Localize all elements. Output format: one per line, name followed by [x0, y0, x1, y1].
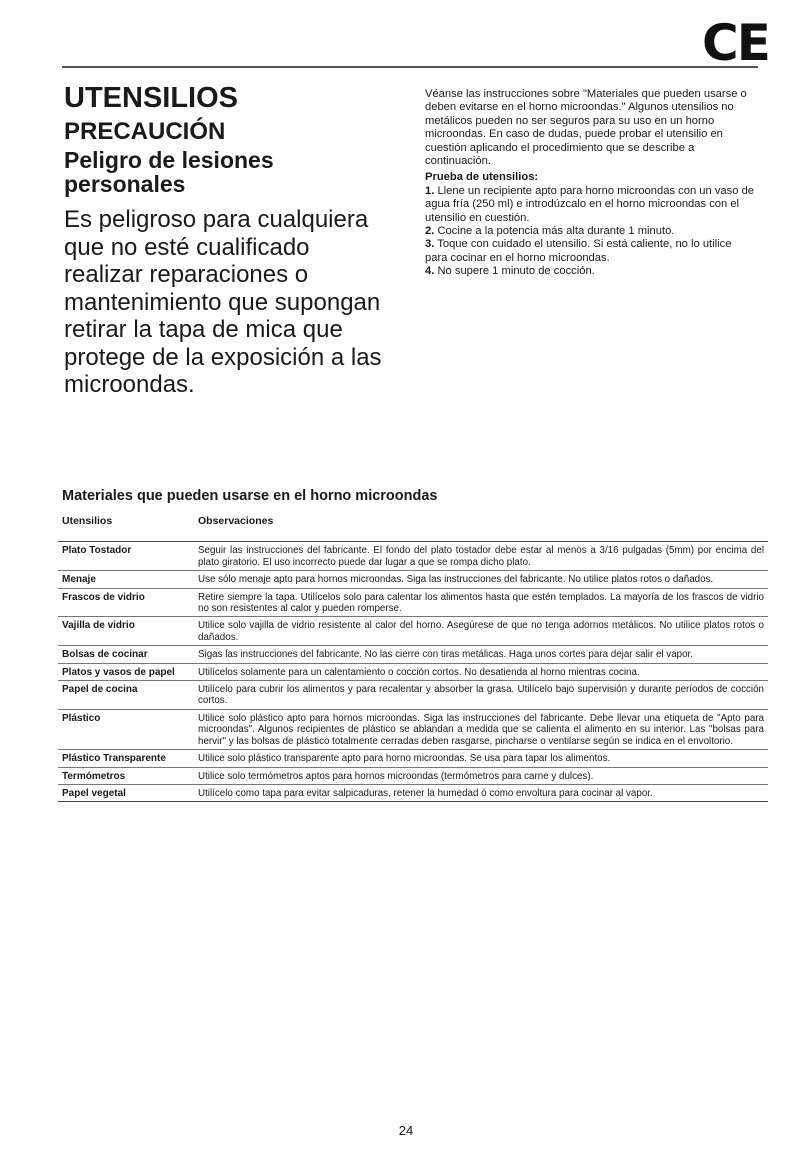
intro-paragraph: Véanse las instrucciones sobre "Materiales que pueden usarse o deben evitarse en el horno microondas." Algunos utensilios no metálicos pueden no ser seguros para su uso en un horno microondas. En caso de dudas, puede probar el utensilio en cuestión aplicando el procedimiento que se describe a continuación.: [425, 88, 747, 168]
utensil-observation: Utilice solo termómetros aptos para hornos microondas (termómetros para carne y dulces).: [194, 767, 768, 784]
step-text: No supere 1 minuto de cocción.: [437, 265, 595, 278]
test-step: [425, 238, 755, 265]
table-header-row: [58, 512, 768, 542]
utensil-name: Termómetros: [58, 767, 194, 784]
left-column: [64, 82, 394, 399]
table-row: [58, 617, 768, 646]
danger-heading: Peligro de lesiones personales: [64, 147, 274, 197]
utensil-observation: Utilícelo para cubrir los alimentos y para recalentar y absorber la grasa. Utilícelo bajo supervisión y durante períodos de cocción cortos.: [194, 681, 768, 710]
step-number: 1.: [425, 184, 435, 197]
step-number: 2.: [425, 225, 435, 238]
utensil-name: Menaje: [58, 571, 194, 588]
table-row: [58, 767, 768, 784]
step-text: Llene un recipiente apto para horno microondas con un vaso de agua fría (250 ml) e introdúzcalo en el horno microondas con el utensilio en cuestión.: [425, 184, 755, 224]
utensil-observation: Utilícelo como tapa para evitar salpicaduras, retener la humedad ó como envoltura para cocinar al vapor.: [194, 784, 768, 801]
table-row: [58, 784, 768, 801]
utensil-name: Plato Tostador: [58, 542, 194, 571]
test-step: [425, 225, 755, 238]
page-number: 24: [398, 1123, 414, 1138]
materials-table: [58, 512, 768, 802]
utensil-name: Papel vegetal: [58, 784, 194, 801]
utensil-observation: Utilice solo plástico transparente apto para horno microondas. Se usa para tapar los alimentos.: [194, 750, 768, 767]
section-title: UTENSILIOS: [64, 82, 239, 114]
table-row: [58, 542, 768, 571]
utensil-name: Vajilla de vidrio: [58, 617, 194, 646]
step-number: 4.: [425, 265, 435, 278]
test-title: Prueba de utensilios:: [425, 171, 539, 184]
utensil-observation: Use sólo menaje apto para hornos microondas. Siga las instrucciones del fabricante. No utilice platos rotos o dañados.: [194, 571, 768, 588]
step-number: 3.: [425, 238, 435, 251]
utensil-name: Plástico Transparente: [58, 750, 194, 767]
test-step: [425, 265, 755, 278]
header-utensils: Utensilios: [58, 512, 194, 542]
utensil-name: Platos y vasos de papel: [58, 663, 194, 680]
table-row: [58, 588, 768, 617]
top-divider: [62, 66, 758, 68]
utensil-name: Frascos de vidrio: [58, 588, 194, 617]
step-text: Toque con cuidado el utensilio. Si está caliente, no lo utilice para cocinar en el horno microondas.: [425, 238, 732, 264]
utensil-name: Plástico: [58, 709, 194, 749]
test-step: [425, 185, 755, 225]
warning-text: Es peligroso para cualquiera que no esté cualificado realizar reparaciones o mantenimiento que supongan retirar la tapa de mica que protege de la exposición a las microondas.: [64, 206, 382, 398]
utensil-name: Bolsas de cocinar: [58, 646, 194, 663]
table-title: Materiales que pueden usarse en el horno microondas: [62, 488, 438, 504]
utensil-observation: Retire siempre la tapa. Utilícelos solo para calentar los alimentos hasta que estén templados. La mayoría de los frascos de vidrio no son resistentes al calor y pueden romperse.: [194, 588, 768, 617]
test-steps: [425, 185, 755, 279]
step-text: Cocine a la potencia más alta durante 1 minuto.: [437, 225, 675, 238]
table-row: [58, 663, 768, 680]
utensil-observation: Seguir las instrucciones del fabricante. El fondo del plato tostador debe estar al menos a 3/16 pulgadas (5mm) por encima del plato giratorio. El uso incorrecto puede dar lugar a que se rompa dicho plato.: [194, 542, 768, 571]
table-row: [58, 709, 768, 749]
utensil-observation: Utilícelos solamente para un calentamiento o cocción cortos. No desatienda al horno mientras cocina.: [194, 663, 768, 680]
table-row: [58, 750, 768, 767]
utensil-observation: Utilice solo vajilla de vidrio resistente al calor del horno. Asegúrese de que no tenga adornos metálicos. No utilice platos rotos o dañados.: [194, 617, 768, 646]
table-row: [58, 646, 768, 663]
table-row: [58, 571, 768, 588]
utensil-name: Papel de cocina: [58, 681, 194, 710]
header-observations: Observaciones: [194, 512, 768, 542]
precaution-heading: PRECAUCIÓN: [64, 118, 226, 145]
table-row: [58, 681, 768, 710]
utensil-observation: Sigas las instrucciones del fabricante. No las cierre con tiras metálicas. Haga unos cortes para dejar salir el vapor.: [194, 646, 768, 663]
ce-mark-logo: CE: [702, 14, 769, 72]
utensil-observation: Utilice solo plástico apto para hornos microondas. Siga las instrucciones del fabricante. Debe llevar una etiqueta de "Apto para microondas". Algunos recipientes de plástico se ablandan a medida que se calienta el alimento en su interior. Las "bolsas para hervir" y las bolsas de plástico totalmente cerradas deben rasgarse, pincharse o ventilarse según se indica en el envoltorio.: [194, 709, 768, 749]
right-column: [425, 88, 755, 279]
